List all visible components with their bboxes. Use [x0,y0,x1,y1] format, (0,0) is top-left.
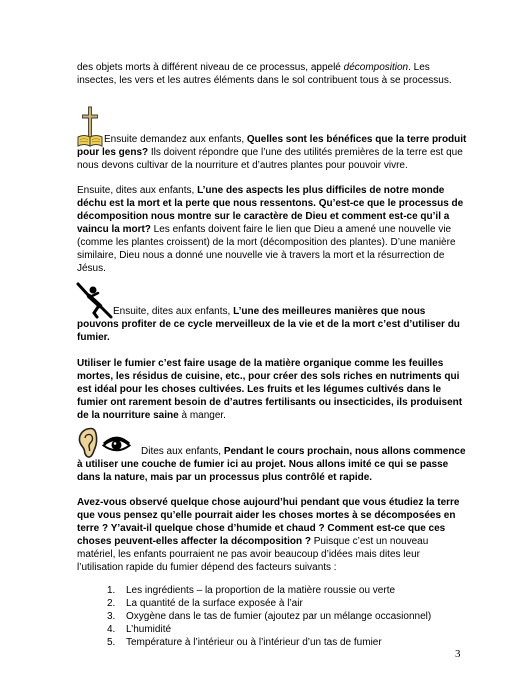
text-line [77,396,467,409]
text-line [77,262,467,275]
list-number: 5. [107,637,116,648]
text-line [77,409,467,422]
list-text: La quantité de la surface exposée à l’air [126,598,303,609]
text-segment: Ensuite, dites aux enfants, [113,306,234,317]
list-item [107,636,467,649]
text-line [77,236,467,249]
factors-list [107,584,467,649]
bold-text: Pendant le cours prochain, nous allons commence [223,446,466,457]
text-segment: Les enfants doivent faire le lien que Dieu a amené une nouvelle vie [150,224,452,235]
page-number: 3 [455,648,461,660]
bold-text: est idéal pour les choses cultivées. Les fruits et les légumes cultivés dans le [77,384,442,395]
text-line [77,223,467,236]
list-text: Les ingrédients – la proportion de la matière roussie ou verte [126,585,396,596]
bold-text: terre ? Y’avait-il quelque chose d’humide et chaud ? Comment est-ce que ces [77,523,446,534]
bold-text: Utiliser le fumier c’est faire usage de la matière organique comme les feuilles [77,358,444,369]
list-text: Température à l’intérieur ou à l’intérieur d’un tas de fumier [126,637,382,648]
text-segment: Ils doivent répondre que l’une des utilités premières de la terre est que [148,147,463,158]
text-segment: des objets morts à différent niveau de ce processus, appelé [77,62,344,73]
list-item [107,610,467,623]
list-text: L’humidité [126,624,172,635]
text-line [77,74,467,87]
bold-text: à utiliser une couche de fumier ici au projet. Nous allons imité ce qui se passe [77,459,449,470]
text-line [77,561,467,574]
text-line [77,331,467,344]
list-number: 1. [107,585,116,596]
bold-text: décomposition nous montre sur le caractère de Dieu et comment est-ce qu’il a [77,211,450,222]
text-line [77,197,467,210]
bold-text: pouvons profiter de ce cycle merveilleux de la vie et de la mort c’est d’utiliser du [77,319,460,330]
text-segment: matériel, les enfants pourraient ne pas avoir beaucoup d’idées mais dites leur [77,549,420,560]
bold-text: Quelles sont les bénéfices que la terre produit [246,134,467,145]
text-line [77,471,467,484]
text-segment: l’utilisation rapide du fumier dépend des facteurs suivants : [77,562,337,573]
bold-text: L’une des meilleures manières que nous [233,306,426,317]
text-line [77,305,467,318]
paragraph-death-question [77,184,467,275]
text-segment: Jésus. [77,263,106,274]
paragraph-fumier-definition [77,357,467,422]
bold-text: L’une des aspects les plus difficiles de notre monde [197,185,445,196]
text-segment: Dites aux enfants, [141,446,224,457]
text-line [77,535,467,548]
list-number: 2. [107,598,116,609]
text-segment: nous devons cultivar de la nourriture et d’autres plantes pour pouvoir vivre. [77,160,408,171]
text-line [77,61,467,74]
text-line [77,370,467,383]
paragraph-next-lesson [77,445,467,484]
text-segment: Puisque c’est un nouveau [310,536,429,547]
text-segment: (comme les plantes croissent) de la mort (décomposition des plantes). D’une manière [77,237,456,248]
list-number: 3. [107,611,116,622]
text-segment: insectes, les vers et les autres éléments dans le sol contribuent tous à se processus. [77,75,452,86]
text-line [77,496,467,509]
text-segment: similaire, Dieu nous a donné une nouvelle vie à travers la mort et la résurrection de [77,250,445,261]
bold-text: choses peuvent-elles affecter la décomposition ? [77,536,311,547]
text-line [77,548,467,561]
text-line [77,146,467,159]
bold-text: vaincu la mort? [77,224,151,235]
text-line [77,133,467,146]
paragraph-observation-question [77,496,467,574]
bold-text: mortes, les résidus de cuisine, etc., pour créer des sols riches en nutriments qui [77,371,460,382]
bold-text: pour les gens? [77,147,149,158]
text-line [77,159,467,172]
bold-text: Avez-vous observé quelque chose aujourd’hui pendant que vous étudiez la terre [77,497,460,508]
italic-text: décomposition [343,62,409,73]
text-line [77,357,467,370]
bold-text: que vous pensez qu’elle pourrait aider les choses mortes à se décomposées en [77,510,456,521]
text-segment: . Les [408,62,430,73]
text-segment: à manger. [178,410,226,421]
bold-text: de la nourriture saine [77,410,179,421]
text-line [77,522,467,535]
text-line [77,249,467,262]
text-line [77,509,467,522]
list-text: Oxygène dans le tas de fumier (ajoutez par un mélange occasionnel) [126,611,432,622]
bold-text: déchu est la mort et la perte que nous ressentons. Qu’est-ce que le processus de [77,198,464,209]
list-item [107,623,467,636]
bold-text: fumier ont rarement besoin de d’autres fertilisants ou insecticides, ils produisent [77,397,463,408]
text-line [77,445,467,458]
text-line [77,184,467,197]
list-number: 4. [107,624,116,635]
text-segment: Ensuite, dites aux enfants, [77,185,198,196]
list-item [107,597,467,610]
text-line [77,318,467,331]
text-line [77,458,467,471]
paragraph-fumier-intro [77,305,467,344]
text-line [77,383,467,396]
text-segment: Ensuite demandez aux enfants, [104,134,247,145]
bold-text: dans la nature, mais par un processus plus contrôlé et rapide. [77,472,373,483]
bold-text: fumier. [77,332,110,343]
list-item [107,584,467,597]
paragraph-benefits-question [77,133,467,172]
paragraph-decomposition-intro [77,61,467,87]
text-line [77,210,467,223]
